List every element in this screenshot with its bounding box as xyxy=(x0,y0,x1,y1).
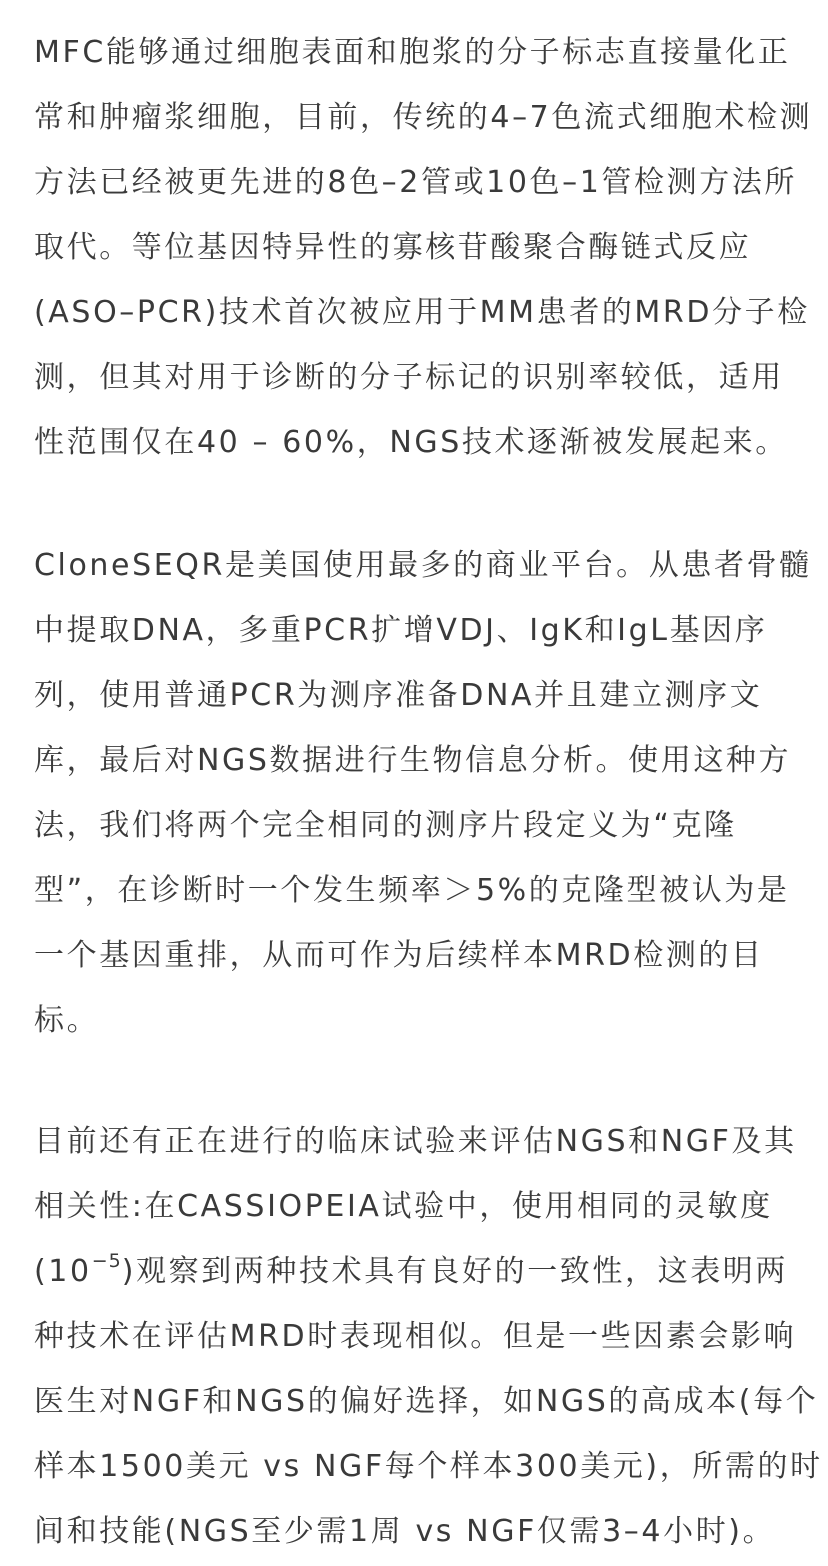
text-line: 列，使用普通PCR为测序准备DNA并且建立测序文 xyxy=(34,678,763,713)
text-line: 性范围仅在40 – 60%，NGS技术逐渐被发展起来。 xyxy=(34,425,788,460)
text-line: 库，最后对NGS数据进行生物信息分析。使用这种方 xyxy=(34,743,792,778)
text-line: 间和技能(NGS至少需1周 vs NGF仅需3–4小时)。 xyxy=(34,1514,776,1549)
text-line: 目前还有正在进行的临床试验来评估NGS和NGF及其 xyxy=(34,1124,797,1159)
text-line: 测，但其对用于诊断的分子标记的识别率较低，适用 xyxy=(34,360,784,395)
text-line: CloneSEQR是美国使用最多的商业平台。从患者骨髓 xyxy=(34,548,812,583)
text-line: 样本1500美元 vs NGF每个样本300美元)，所需的时 xyxy=(34,1449,823,1484)
exponent: −5 xyxy=(91,1250,122,1272)
text-line: (ASO–PCR)技术首次被应用于MM患者的MRD分子检 xyxy=(34,295,810,330)
text-line: 种技术在评估MRD时表现相似。但是一些因素会影响 xyxy=(34,1319,797,1354)
text-line: 医生对NGF和NGS的偏好选择，如NGS的高成本(每个 xyxy=(34,1384,819,1419)
paragraph-mfc-methods xyxy=(34,20,813,475)
text-fragment: )观察到两种技术具有良好的一致性，这表明两 xyxy=(121,1254,789,1289)
paragraph-cloneseq-platform xyxy=(34,533,812,1053)
text-fragment: (10 xyxy=(34,1254,92,1289)
text-line: 标。 xyxy=(34,1003,100,1038)
text-line: 相关性:在CASSIOPEIA试验中，使用相同的灵敏度 xyxy=(34,1189,773,1224)
text-line: 一个基因重排，从而可作为后续样本MRD检测的目 xyxy=(34,938,764,973)
text-line: 方法已经被更先进的8色–2管或10色–1管检测方法所 xyxy=(34,165,798,200)
paragraph-clinical-trials xyxy=(34,1109,823,1564)
text-line: 取代。等位基因特异性的寡核苷酸聚合酶链式反应 xyxy=(34,230,752,265)
text-line: 型”，在诊断时一个发生频率＞5%的克隆型被认为是 xyxy=(34,873,790,908)
text-line: 法，我们将两个完全相同的测序片段定义为“克隆 xyxy=(34,808,737,843)
text-line: MFC能够通过细胞表面和胞浆的分子标志直接量化正 xyxy=(34,35,791,70)
text-line: 中提取DNA，多重PCR扩增VDJ、IgK和IgL基因序 xyxy=(34,613,768,648)
text-line-with-exponent xyxy=(34,1239,794,1304)
text-line: 常和肿瘤浆细胞，目前，传统的4–7色流式细胞术检测 xyxy=(34,100,813,135)
